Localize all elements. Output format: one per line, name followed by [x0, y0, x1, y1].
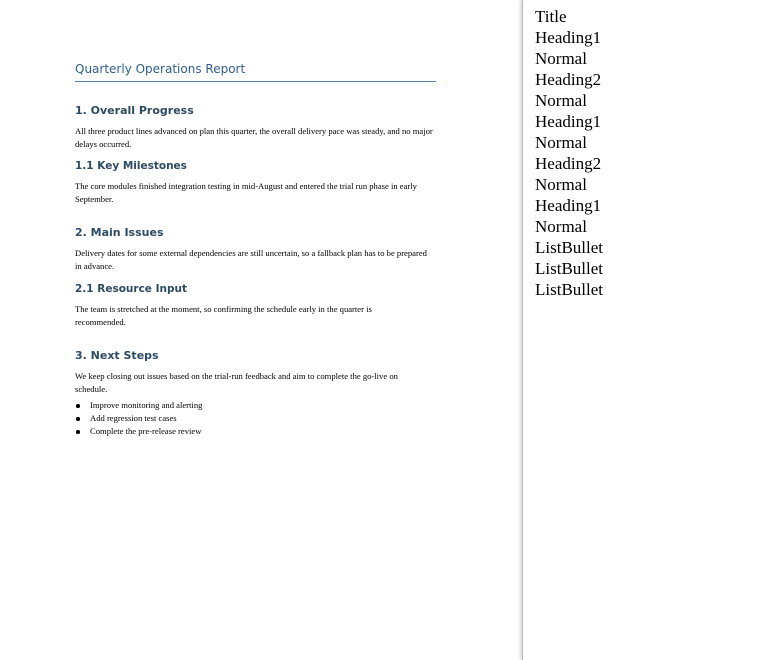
bullet-icon — [76, 404, 80, 408]
list-item[interactable] — [75, 425, 436, 438]
section-heading-overall-progress[interactable]: 1. Overall Progress — [75, 104, 194, 117]
bullet-icon — [76, 430, 80, 434]
paragraph-resource-input[interactable]: The team is stretched at the moment, so confirming the schedule early in the quarter is recommended. — [75, 304, 372, 327]
style-name-heading1[interactable]: Heading1 — [535, 196, 602, 215]
style-name-listbullet[interactable]: ListBullet — [535, 259, 603, 278]
next-steps-bullet-list — [75, 399, 436, 438]
paragraph-overall-progress[interactable]: All three product lines advanced on plan this quarter, the overall delivery pace was steady, and no major delays occurred. — [75, 126, 433, 149]
document-title[interactable]: Quarterly Operations Report — [75, 60, 436, 82]
style-name-listbullet[interactable]: ListBullet — [535, 238, 603, 257]
style-name-heading2[interactable]: Heading2 — [535, 70, 602, 89]
style-name-normal[interactable]: Normal — [535, 175, 587, 194]
style-name-normal[interactable]: Normal — [535, 91, 587, 110]
list-item[interactable] — [75, 399, 436, 412]
style-name-list — [535, 6, 603, 300]
section-heading-key-milestones[interactable]: 1.1 Key Milestones — [75, 160, 187, 172]
paragraph-next-steps[interactable]: We keep closing out issues based on the trial-run feedback and aim to complete the go-live on schedule. — [75, 371, 398, 394]
bullet-icon — [76, 417, 80, 421]
list-item-text: Complete the pre-release review — [90, 426, 202, 436]
style-name-listbullet[interactable]: ListBullet — [535, 280, 603, 299]
style-name-heading2[interactable]: Heading2 — [535, 154, 602, 173]
section-heading-main-issues[interactable]: 2. Main Issues — [75, 226, 164, 239]
style-name-normal[interactable]: Normal — [535, 217, 587, 236]
list-item-text: Add regression test cases — [90, 413, 177, 423]
paragraph-key-milestones[interactable]: The core modules finished integration testing in mid-August and entered the trial run phase in early September. — [75, 181, 417, 204]
list-item[interactable] — [75, 412, 436, 425]
list-item-text: Improve monitoring and alerting — [90, 400, 203, 410]
style-name-normal[interactable]: Normal — [535, 49, 587, 68]
section-heading-next-steps[interactable]: 3. Next Steps — [75, 349, 159, 362]
style-name-heading1[interactable]: Heading1 — [535, 112, 602, 131]
style-name-normal[interactable]: Normal — [535, 133, 587, 152]
paragraph-main-issues[interactable]: Delivery dates for some external dependencies are still uncertain, so a fallback plan has to be prepared in advance. — [75, 248, 427, 271]
style-name-title[interactable]: Title — [535, 7, 567, 26]
section-heading-resource-input[interactable]: 2.1 Resource Input — [75, 283, 187, 295]
style-area-pane[interactable] — [522, 0, 770, 660]
style-name-heading1[interactable]: Heading1 — [535, 28, 602, 47]
